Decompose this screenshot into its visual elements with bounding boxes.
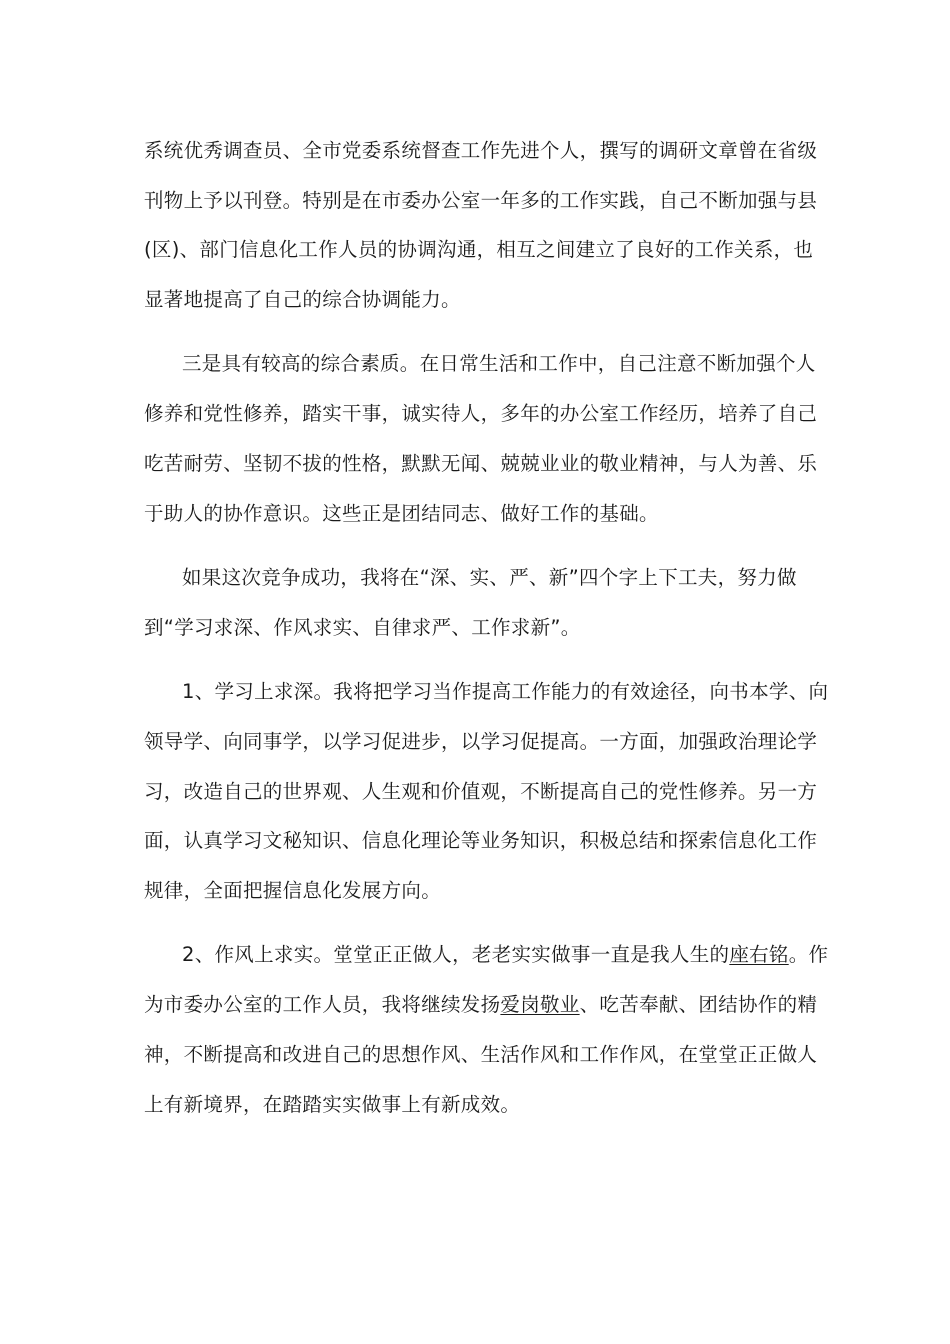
paragraph-5-line-1-text: 2、作风上求实。堂堂正正做人，老老实实做事一直是我人生的 xyxy=(182,943,730,966)
paragraph-4-line-2: 领导学、向同事学，以学习促进步，以学习促提高。一方面，加强政治理论学 xyxy=(144,730,818,753)
paragraph-3-line-1: 如果这次竞争成功，我将在“深、实、严、新”四个字上下工夫，努力做 xyxy=(182,566,797,589)
paragraph-1-line-2: 刊物上予以刊登。特别是在市委办公室一年多的工作实践，自己不断加强与县 xyxy=(144,189,818,212)
paragraph-5-line-3: 神，不断提高和改进自己的思想作风、生活作风和工作作风，在堂堂正正做人 xyxy=(144,1043,818,1066)
paragraph-5-line-2-text: 为市委办公室的工作人员，我将继续发扬 xyxy=(144,993,501,1016)
paragraph-4-line-1: 1、学习上求深。我将把学习当作提高工作能力的有效途径，向书本学、向 xyxy=(182,680,829,703)
paragraph-3-line-2: 到“学习求深、作风求实、自律求严、工作求新”。 xyxy=(144,616,581,639)
paragraph-2-line-4: 于助人的协作意识。这些正是团结同志、做好工作的基础。 xyxy=(144,502,659,525)
paragraph-2-line-1: 三是具有较高的综合素质。在日常生活和工作中，自己注意不断加强个人 xyxy=(182,352,816,375)
link-dedication[interactable]: 爱岗敬业 xyxy=(500,993,580,1016)
paragraph-4-line-5: 规律，全面把握信息化发展方向。 xyxy=(144,879,442,902)
paragraph-4-line-3: 习，改造自己的世界观、人生观和价值观，不断提高自己的党性修养。另一方 xyxy=(144,780,818,803)
paragraph-5-line-2 xyxy=(144,992,817,1018)
link-motto[interactable]: 座右铭 xyxy=(729,943,789,966)
paragraph-1-line-4: 显著地提高了自己的综合协调能力。 xyxy=(144,288,461,311)
paragraph-4-line-4: 面，认真学习文秘知识、信息化理论等业务知识，积极总结和探索信息化工作 xyxy=(144,829,818,852)
paragraph-1-line-1: 系统优秀调查员、全市党委系统督查工作先进个人，撰写的调研文章曾在省级 xyxy=(144,139,818,162)
paragraph-5-line-1 xyxy=(182,942,828,968)
paragraph-5-line-2-tail: 、吃苦奉献、团结协作的精 xyxy=(579,993,818,1016)
paragraph-1-line-3: (区)、部门信息化工作人员的协调沟通，相互之间建立了良好的工作关系，也 xyxy=(144,238,814,261)
paragraph-2-line-3: 吃苦耐劳、坚韧不拔的性格，默默无闻、兢兢业业的敬业精神，与人为善、乐 xyxy=(144,452,818,475)
paragraph-5-line-4: 上有新境界，在踏踏实实做事上有新成效。 xyxy=(144,1093,521,1116)
paragraph-5-line-1-tail: 。作 xyxy=(788,943,829,966)
paragraph-2-line-2: 修养和党性修养，踏实干事，诚实待人，多年的办公室工作经历，培养了自己 xyxy=(144,402,818,425)
